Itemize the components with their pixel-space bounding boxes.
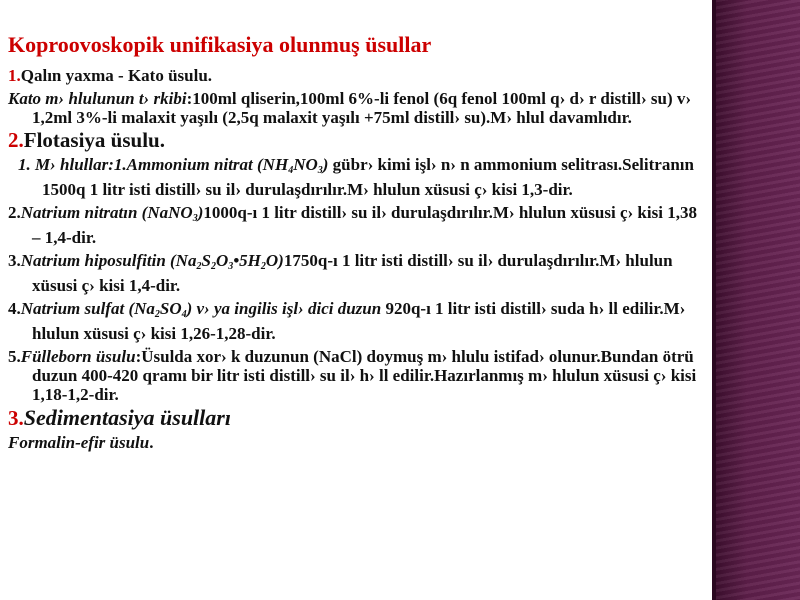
item-3-o: O <box>215 251 229 270</box>
formalin-method <box>8 433 708 452</box>
section-3-heading <box>8 405 708 430</box>
flotation-item-1 <box>8 155 708 199</box>
section-2-heading <box>8 128 708 152</box>
side-band-edge <box>712 0 716 600</box>
item-3-s: S <box>201 251 211 270</box>
item-4-so: SO <box>159 299 182 318</box>
section-2-number: 2. <box>8 128 24 152</box>
section-1-title: Qalın yaxma - Kato üsulu. <box>20 66 213 85</box>
item-2-text: 1000q-ı 1 litr distill› su il› durulaşdırılır.M› hlulun xüsusi ç› kisi 1,38 – 1,4-dir. <box>32 203 697 247</box>
section-3-number: 3. <box>8 406 24 430</box>
item-3-text: 1750q-ı 1 litr isti distill› su il› durulaşdırılır.M› hlulun xüsusi ç› kisi 1,4-dir. <box>32 251 673 295</box>
item-2-sub: 3 <box>192 213 198 224</box>
item-1-text: gübr› kimi işl› n› n ammonium selitrası.Selitranın 1500q 1 litr isti distill› su il› durulaşdırılır.M› hlulun xüsusi ç› kisi 1,3-dir. <box>42 155 694 199</box>
item-3-number: 3. <box>8 251 21 270</box>
formalin-label: Formalin-efir üsulu <box>8 433 150 452</box>
item-4-text: 920q-ı 1 litr isti distill› suda h› ll edilir.M› hlulun xüsusi ç› kisi 1,26-1,28-dir. <box>32 299 686 343</box>
item-3-sub-4: 2 <box>260 261 266 272</box>
flotation-item-4 <box>8 299 708 343</box>
item-3-sub-1: 2 <box>196 261 202 272</box>
kato-label: Kato m› hlulunun t› rkibi <box>8 89 187 108</box>
item-3-close: O) <box>265 251 284 270</box>
section-2-title: Flotasiya üsulu. <box>23 128 165 152</box>
slide-title: Koproovoskopik unifikasiya olunmuş üsullar <box>8 32 432 57</box>
item-1-mid: NO <box>293 155 318 174</box>
item-4-close: ) v› ya ingilis işl› dici duzun <box>186 299 382 318</box>
flotation-item-5 <box>8 347 708 404</box>
flotation-item-3 <box>8 251 708 295</box>
item-3-label: Natrium hiposulfitin (Na <box>20 251 197 270</box>
item-4-sub-2: 4 <box>181 309 187 320</box>
item-4-sub-1: 2 <box>154 309 160 320</box>
item-1-sub-2: 3 <box>317 165 323 176</box>
section-3-title: Sedimentasiya üsulları <box>23 405 231 430</box>
item-1-sub-1: 4 <box>288 165 294 176</box>
item-5-number: 5. <box>8 347 21 366</box>
item-3-dot: •5H <box>233 251 261 270</box>
decorative-side-band <box>712 0 800 600</box>
item-4-label: Natrium sulfat (Na <box>20 299 155 318</box>
side-band-texture <box>712 0 800 600</box>
item-4-number: 4. <box>8 299 21 318</box>
item-2-number: 2. <box>8 203 21 222</box>
section-1-number: 1. <box>8 66 21 85</box>
item-1-close: ) <box>322 155 329 174</box>
item-5-text: :Üsulda xor› k duzunun (NaCl) doymuş m› hlulu istifad› olunur.Bundan ötrü duzun 400-420 qramı bir litr isti distill› su il› h› ll edilir.Hazırlanmış m› hlulun xüsusi ç› kisi 1,18-1,2-dir. <box>32 347 697 404</box>
flotation-item-2 <box>8 203 708 247</box>
item-3-sub-3: 3 <box>228 261 234 272</box>
item-2-label: Natrium nitratın (NaNO <box>20 203 193 222</box>
section-1-heading <box>8 66 708 85</box>
formalin-end: . <box>149 433 154 452</box>
kato-text: :100ml qliserin,100ml 6%-li fenol (6q fenol 100ml q› d› r distill› su) v› 1,2ml 3%-li malaxit yaşılı (2,5q malaxit yaşılı +75ml distill› su).M› hlul davamlıdır. <box>32 89 692 127</box>
item-1-lead: 1. M› hlullar:1.Ammonium nitrat (NH <box>18 155 289 174</box>
slide-content <box>8 32 708 456</box>
item-5-label: Fülleborn üsulu <box>20 347 136 366</box>
item-2-close: ) <box>197 203 204 222</box>
kato-composition <box>8 89 708 127</box>
item-3-sub-2: 2 <box>210 261 216 272</box>
